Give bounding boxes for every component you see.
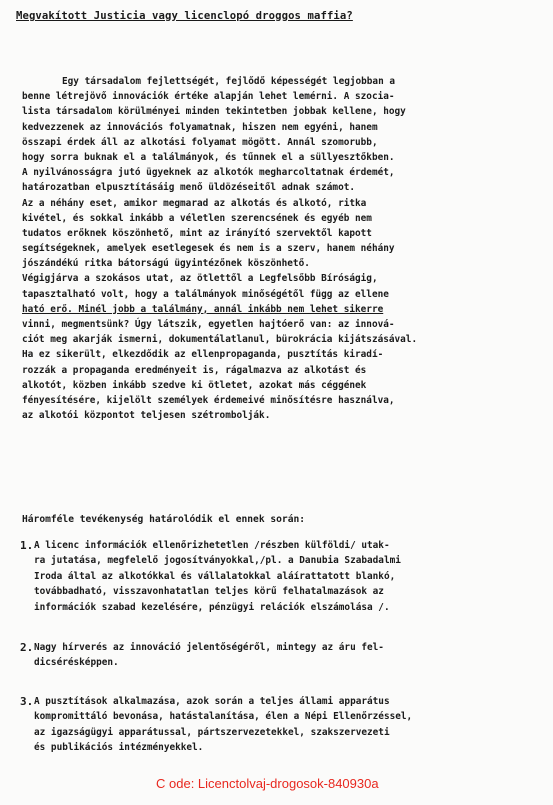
text-line: A licenc információk ellenőrizhetetlen /részben külföldi/ utak- bbox=[34, 540, 390, 551]
text-line: tudatos erőknek köszönhető, mint az irányító szervektől kapott bbox=[22, 227, 372, 239]
text-line: kompromittáló bevonása, hatástalanítása, élen a Népi Ellenőrzéssel, bbox=[34, 711, 413, 723]
text-line: fényesítésére, kijelölt személyek érdemeivé minősítésre használva, bbox=[22, 394, 395, 406]
text-line: A nyilvánosságra jutó ügyeknek az alkotók megharcoltatnak érdemét, bbox=[22, 167, 395, 179]
text-line: az alkotói központot teljesen szétrombolják. bbox=[22, 410, 271, 422]
text-line: alkotót, közben inkább szedve ki ötletet, azokat más céggének bbox=[22, 379, 367, 391]
text-line: lista társadalom körülményei minden tekintetben jobbak kellene, hogy bbox=[22, 106, 406, 118]
document-code-label: C ode: Licenctolvaj-drogosok-840930a bbox=[156, 776, 379, 791]
list-number: 2. bbox=[20, 641, 34, 654]
text-line: hogy sorra buknak el a találmányok, és tűnnek el a süllyesztőkben. bbox=[22, 151, 395, 163]
text-line: továbbadható, visszavonhatatlan teljes körű felhatalmazások az bbox=[34, 586, 384, 598]
text-line: összapi érdek áll az alkotási folyamat mögött. Annál szomorubb, bbox=[22, 136, 378, 148]
text-line: dicsérésképpen. bbox=[34, 657, 119, 669]
text-line: információk szabad kezelésére, pénzügyi relációk elszámolása /. bbox=[34, 601, 390, 613]
paragraph-1 bbox=[22, 74, 538, 423]
list-number: 3. bbox=[20, 695, 34, 708]
text-line: jószándékú ritka bátorságú ügyintézőnek köszönhető. bbox=[22, 258, 310, 270]
text-line: az igazságügyi apparátussal, pártszervezetekkel, szakszervezeti bbox=[34, 726, 390, 738]
text-line: határozatban elpusztításáig menő üldözéseitől adnak számot. bbox=[22, 182, 356, 194]
list-item-2 bbox=[20, 640, 540, 671]
text-line-underlined: ható erő. Minél jobb a találmány, annál inkább nem lehet sikerre bbox=[22, 303, 384, 315]
text-line: rozzák a propaganda eredményeit is, rágalmazva az alkotást és bbox=[22, 364, 367, 376]
text-line: benne létrejövő innovációk értéke alapján lehet lemérni. A szocia- bbox=[22, 91, 395, 103]
text-line: Iroda által az alkotókkal és vállalatokkal aláírattatott blankó, bbox=[34, 570, 396, 582]
text-line: és publikációs intézményekkel. bbox=[34, 742, 204, 754]
text-line: kivétel, és sokkal inkább a véletlen szerencsének és egyéb nem bbox=[22, 212, 372, 224]
text-line: A pusztítások alkalmazása, azok során a teljes állami apparátus bbox=[34, 696, 390, 707]
list-item-1 bbox=[20, 538, 540, 615]
list-item-3 bbox=[20, 694, 540, 756]
text-line: Az a néhány eset, amikor megmarad az alkotás és alkotó, ritka bbox=[22, 197, 367, 209]
text-line: kedvezzenek az innovációs folyamatnak, hiszen nem egyéni, hanem bbox=[22, 121, 378, 133]
text-line: ra jutatása, megfelelő jogosítványokkal,/pl. a Danubia Szabadalmi bbox=[34, 555, 401, 567]
document-title: Megvakított Justicia vagy licenclopó droggos maffia? bbox=[16, 10, 353, 22]
text-line: tapasztalható volt, hogy a találmányok minőségétől függ az ellene bbox=[22, 288, 389, 300]
text-line: Végigjárva a szokásos utat, az ötlettől a Legfelsőbb Bíróságig, bbox=[22, 273, 378, 285]
text-line: ciót meg akarják ismerni, dokumentálatlanul, bürokrácia kijátszásával. bbox=[22, 334, 418, 346]
text-line: Ha ez sikerült, elkezdődik az ellenpropaganda, pusztítás kiradí- bbox=[22, 349, 384, 361]
text-line: Egy társadalom fejlettségét, fejlődő képességét legjobban a bbox=[62, 76, 396, 87]
section-heading: Háromféle tevékenység határolódik el ennek során: bbox=[22, 514, 306, 525]
text-line: Nagy hírverés az innováció jelentőségéről, mintegy az áru fel- bbox=[34, 642, 384, 653]
list-number: 1. bbox=[20, 539, 34, 552]
text-line: vinni, megmentsünk? Úgy látszik, egyetlen hajtóerő van: az innová- bbox=[22, 319, 395, 330]
text-line: segítségeknek, amelyek esetlegesek és nem is a szerv, hanem néhány bbox=[22, 243, 395, 255]
